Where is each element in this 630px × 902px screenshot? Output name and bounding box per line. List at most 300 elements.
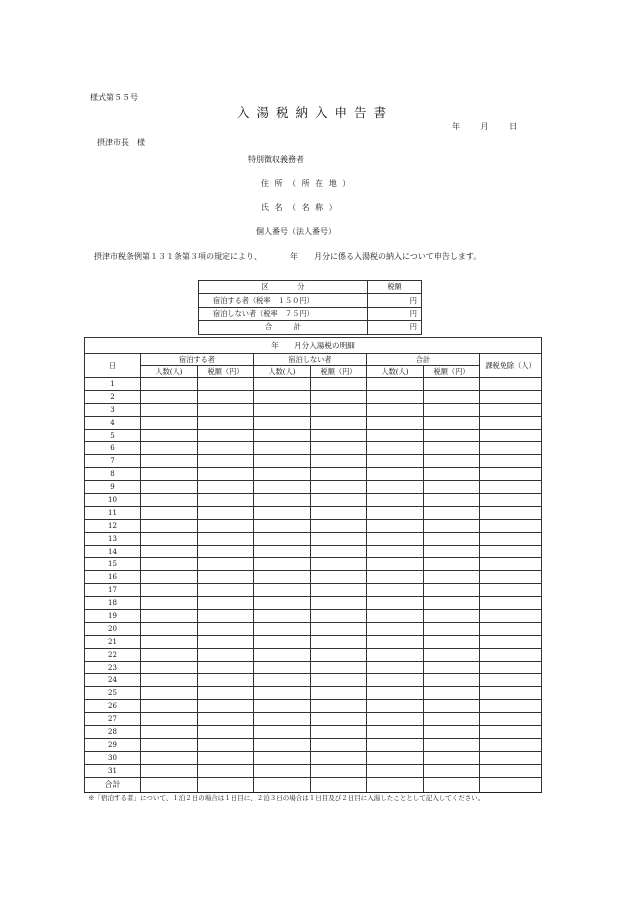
input-cell[interactable] bbox=[480, 558, 542, 571]
input-cell[interactable] bbox=[141, 687, 198, 700]
input-cell[interactable] bbox=[367, 687, 424, 700]
day-number: 26 bbox=[85, 700, 141, 713]
input-cell[interactable] bbox=[311, 429, 367, 442]
input-cell[interactable] bbox=[480, 597, 542, 610]
input-cell[interactable] bbox=[311, 764, 367, 777]
day-row bbox=[85, 442, 542, 455]
input-cell[interactable] bbox=[198, 468, 254, 481]
day-header: 日 bbox=[85, 354, 141, 378]
input-cell[interactable] bbox=[254, 506, 311, 519]
input-cell[interactable] bbox=[254, 532, 311, 545]
day-number: 30 bbox=[85, 751, 141, 764]
input-cell[interactable] bbox=[141, 674, 198, 687]
input-cell[interactable] bbox=[367, 571, 424, 584]
input-cell[interactable] bbox=[198, 738, 254, 751]
input-cell[interactable] bbox=[198, 622, 254, 635]
input-cell[interactable] bbox=[424, 558, 480, 571]
input-cell[interactable] bbox=[311, 751, 367, 764]
input-cell[interactable] bbox=[141, 777, 198, 792]
input-cell[interactable] bbox=[254, 738, 311, 751]
input-cell[interactable] bbox=[254, 378, 311, 391]
sub-header-tax: 税額（円） bbox=[424, 366, 480, 378]
input-cell[interactable] bbox=[480, 674, 542, 687]
input-cell[interactable] bbox=[254, 777, 311, 792]
input-cell[interactable] bbox=[424, 738, 480, 751]
input-cell[interactable] bbox=[141, 764, 198, 777]
input-cell[interactable] bbox=[141, 661, 198, 674]
day-number: 8 bbox=[85, 468, 141, 481]
input-cell[interactable] bbox=[424, 584, 480, 597]
input-cell[interactable] bbox=[480, 635, 542, 648]
input-cell[interactable] bbox=[254, 622, 311, 635]
day-number: 6 bbox=[85, 442, 141, 455]
input-cell[interactable] bbox=[311, 571, 367, 584]
input-cell[interactable] bbox=[367, 455, 424, 468]
day-number: 29 bbox=[85, 738, 141, 751]
input-cell[interactable] bbox=[311, 687, 367, 700]
input-cell[interactable] bbox=[254, 558, 311, 571]
detail-total-row bbox=[85, 777, 542, 792]
input-cell[interactable] bbox=[480, 726, 542, 739]
input-cell[interactable] bbox=[311, 390, 367, 403]
input-cell[interactable] bbox=[254, 455, 311, 468]
input-cell[interactable] bbox=[254, 545, 311, 558]
input-cell[interactable] bbox=[480, 481, 542, 494]
input-cell[interactable] bbox=[367, 648, 424, 661]
input-cell[interactable] bbox=[480, 519, 542, 532]
input-cell[interactable] bbox=[367, 622, 424, 635]
input-cell[interactable] bbox=[254, 442, 311, 455]
day-row bbox=[85, 403, 542, 416]
input-cell[interactable] bbox=[424, 468, 480, 481]
input-cell[interactable] bbox=[424, 622, 480, 635]
day-number: 27 bbox=[85, 713, 141, 726]
input-cell[interactable] bbox=[424, 481, 480, 494]
input-cell[interactable] bbox=[141, 545, 198, 558]
input-cell[interactable] bbox=[198, 506, 254, 519]
day-row bbox=[85, 468, 542, 481]
input-cell[interactable] bbox=[254, 764, 311, 777]
input-cell[interactable] bbox=[141, 738, 198, 751]
day-number: 12 bbox=[85, 519, 141, 532]
input-cell[interactable] bbox=[198, 751, 254, 764]
input-cell[interactable] bbox=[424, 519, 480, 532]
detail-header-row bbox=[85, 354, 542, 366]
input-cell[interactable] bbox=[367, 610, 424, 623]
input-cell[interactable] bbox=[311, 700, 367, 713]
group-header-day-visitor: 宿泊しない者 bbox=[254, 354, 367, 366]
input-cell[interactable] bbox=[311, 455, 367, 468]
input-cell[interactable] bbox=[367, 494, 424, 507]
input-cell[interactable] bbox=[424, 429, 480, 442]
input-cell[interactable] bbox=[198, 571, 254, 584]
group-header-total: 合計 bbox=[367, 354, 480, 366]
day-row bbox=[85, 635, 542, 648]
input-cell[interactable] bbox=[424, 674, 480, 687]
input-cell[interactable] bbox=[367, 558, 424, 571]
summary-tax-cell[interactable]: 円 bbox=[368, 294, 422, 307]
input-cell[interactable] bbox=[254, 610, 311, 623]
day-number: 25 bbox=[85, 687, 141, 700]
input-cell[interactable] bbox=[367, 481, 424, 494]
input-cell[interactable] bbox=[141, 635, 198, 648]
input-cell[interactable] bbox=[480, 571, 542, 584]
input-cell[interactable] bbox=[424, 506, 480, 519]
input-cell[interactable] bbox=[141, 455, 198, 468]
day-row bbox=[85, 674, 542, 687]
input-cell[interactable] bbox=[367, 738, 424, 751]
day-row bbox=[85, 545, 542, 558]
input-cell[interactable] bbox=[254, 571, 311, 584]
input-cell[interactable] bbox=[198, 674, 254, 687]
day-number: 22 bbox=[85, 648, 141, 661]
input-cell[interactable] bbox=[141, 390, 198, 403]
input-cell[interactable] bbox=[424, 532, 480, 545]
day-row bbox=[85, 751, 542, 764]
input-cell[interactable] bbox=[367, 468, 424, 481]
input-cell[interactable] bbox=[141, 403, 198, 416]
input-cell[interactable] bbox=[480, 545, 542, 558]
input-cell[interactable] bbox=[198, 610, 254, 623]
input-cell[interactable] bbox=[311, 532, 367, 545]
input-cell[interactable] bbox=[141, 597, 198, 610]
input-cell[interactable] bbox=[141, 506, 198, 519]
day-number: 11 bbox=[85, 506, 141, 519]
input-cell[interactable] bbox=[480, 429, 542, 442]
day-row bbox=[85, 494, 542, 507]
input-cell[interactable] bbox=[480, 584, 542, 597]
input-cell[interactable] bbox=[254, 597, 311, 610]
input-cell[interactable] bbox=[254, 713, 311, 726]
input-cell[interactable] bbox=[254, 519, 311, 532]
summary-tax-cell[interactable]: 円 bbox=[368, 321, 422, 334]
input-cell[interactable] bbox=[198, 403, 254, 416]
sub-header-people: 人数(人) bbox=[367, 366, 424, 378]
summary-tax-cell[interactable]: 円 bbox=[368, 307, 422, 320]
input-cell[interactable] bbox=[480, 532, 542, 545]
input-cell[interactable] bbox=[254, 403, 311, 416]
input-cell[interactable] bbox=[198, 661, 254, 674]
summary-header-tax: 税額 bbox=[368, 281, 422, 294]
input-cell[interactable] bbox=[424, 700, 480, 713]
day-number: 1 bbox=[85, 378, 141, 391]
input-cell[interactable] bbox=[198, 378, 254, 391]
input-cell[interactable] bbox=[367, 390, 424, 403]
input-cell[interactable] bbox=[367, 700, 424, 713]
summary-label: 合 計 bbox=[199, 321, 368, 334]
input-cell[interactable] bbox=[367, 532, 424, 545]
input-cell[interactable] bbox=[311, 519, 367, 532]
input-cell[interactable] bbox=[480, 468, 542, 481]
input-cell[interactable] bbox=[198, 416, 254, 429]
input-cell[interactable] bbox=[480, 610, 542, 623]
input-cell[interactable] bbox=[254, 687, 311, 700]
input-cell[interactable] bbox=[424, 661, 480, 674]
day-row bbox=[85, 584, 542, 597]
input-cell[interactable] bbox=[311, 584, 367, 597]
input-cell[interactable] bbox=[367, 545, 424, 558]
input-cell[interactable] bbox=[480, 622, 542, 635]
input-cell[interactable] bbox=[367, 378, 424, 391]
input-cell[interactable] bbox=[367, 403, 424, 416]
day-number: 19 bbox=[85, 610, 141, 623]
input-cell[interactable] bbox=[141, 442, 198, 455]
input-cell[interactable] bbox=[198, 532, 254, 545]
day-number: 10 bbox=[85, 494, 141, 507]
input-cell[interactable] bbox=[367, 635, 424, 648]
input-cell[interactable] bbox=[367, 442, 424, 455]
input-cell[interactable] bbox=[198, 494, 254, 507]
input-cell[interactable] bbox=[311, 442, 367, 455]
input-cell[interactable] bbox=[480, 777, 542, 792]
input-cell[interactable] bbox=[198, 519, 254, 532]
input-cell[interactable] bbox=[311, 661, 367, 674]
day-row bbox=[85, 532, 542, 545]
input-cell[interactable] bbox=[424, 545, 480, 558]
day-number: 21 bbox=[85, 635, 141, 648]
input-cell[interactable] bbox=[141, 532, 198, 545]
input-cell[interactable] bbox=[367, 597, 424, 610]
input-cell[interactable] bbox=[367, 429, 424, 442]
input-cell[interactable] bbox=[480, 455, 542, 468]
input-cell[interactable] bbox=[311, 481, 367, 494]
input-cell[interactable] bbox=[198, 545, 254, 558]
input-cell[interactable] bbox=[311, 777, 367, 792]
day-row bbox=[85, 519, 542, 532]
input-cell[interactable] bbox=[141, 378, 198, 391]
exempt-header: 課税免除（人） bbox=[480, 354, 542, 378]
input-cell[interactable] bbox=[311, 416, 367, 429]
input-cell[interactable] bbox=[198, 648, 254, 661]
day-number: 16 bbox=[85, 571, 141, 584]
input-cell[interactable] bbox=[367, 713, 424, 726]
input-cell[interactable] bbox=[198, 764, 254, 777]
input-cell[interactable] bbox=[198, 558, 254, 571]
day-number: 2 bbox=[85, 390, 141, 403]
input-cell[interactable] bbox=[311, 726, 367, 739]
input-cell[interactable] bbox=[141, 429, 198, 442]
input-cell[interactable] bbox=[424, 494, 480, 507]
address-label: 住 所 （ 所 在 地 ） bbox=[261, 179, 352, 188]
summary-row-staying bbox=[199, 294, 422, 307]
input-cell[interactable] bbox=[254, 468, 311, 481]
input-cell[interactable] bbox=[367, 519, 424, 532]
input-cell[interactable] bbox=[424, 597, 480, 610]
input-cell[interactable] bbox=[424, 635, 480, 648]
input-cell[interactable] bbox=[311, 506, 367, 519]
day-row bbox=[85, 726, 542, 739]
day-row bbox=[85, 738, 542, 751]
day-row bbox=[85, 481, 542, 494]
input-cell[interactable] bbox=[480, 442, 542, 455]
input-cell[interactable] bbox=[480, 506, 542, 519]
sub-header-tax: 税額（円） bbox=[311, 366, 367, 378]
input-cell[interactable] bbox=[198, 481, 254, 494]
input-cell[interactable] bbox=[141, 519, 198, 532]
input-cell[interactable] bbox=[424, 726, 480, 739]
input-cell[interactable] bbox=[480, 378, 542, 391]
declaration-text: 摂津市税条例第１３１条第３項の規定により、 年 月分に係る入湯税の納入について申告します。 bbox=[86, 252, 482, 261]
day-row bbox=[85, 661, 542, 674]
input-cell[interactable] bbox=[198, 687, 254, 700]
input-cell[interactable] bbox=[480, 700, 542, 713]
input-cell[interactable] bbox=[424, 713, 480, 726]
input-cell[interactable] bbox=[254, 416, 311, 429]
input-cell[interactable] bbox=[254, 648, 311, 661]
input-cell[interactable] bbox=[311, 635, 367, 648]
day-row bbox=[85, 597, 542, 610]
day-row bbox=[85, 610, 542, 623]
input-cell[interactable] bbox=[141, 584, 198, 597]
input-cell[interactable] bbox=[141, 610, 198, 623]
day-row bbox=[85, 713, 542, 726]
summary-row-total bbox=[199, 321, 422, 334]
input-cell[interactable] bbox=[424, 571, 480, 584]
input-cell[interactable] bbox=[424, 764, 480, 777]
input-cell[interactable] bbox=[424, 751, 480, 764]
input-cell[interactable] bbox=[367, 661, 424, 674]
day-row bbox=[85, 558, 542, 571]
input-cell[interactable] bbox=[311, 738, 367, 751]
total-label: 合計 bbox=[85, 777, 141, 792]
input-cell[interactable] bbox=[480, 738, 542, 751]
input-cell[interactable] bbox=[254, 584, 311, 597]
input-cell[interactable] bbox=[311, 610, 367, 623]
input-cell[interactable] bbox=[311, 597, 367, 610]
day-number: 28 bbox=[85, 726, 141, 739]
input-cell[interactable] bbox=[141, 494, 198, 507]
input-cell[interactable] bbox=[424, 442, 480, 455]
input-cell[interactable] bbox=[480, 403, 542, 416]
input-cell[interactable] bbox=[367, 777, 424, 792]
input-cell[interactable] bbox=[198, 455, 254, 468]
input-cell[interactable] bbox=[424, 416, 480, 429]
input-cell[interactable] bbox=[198, 584, 254, 597]
input-cell[interactable] bbox=[367, 674, 424, 687]
input-cell[interactable] bbox=[141, 558, 198, 571]
input-cell[interactable] bbox=[198, 700, 254, 713]
detail-caption: 年 月分入湯税の明細 bbox=[85, 338, 542, 354]
input-cell[interactable] bbox=[254, 726, 311, 739]
input-cell[interactable] bbox=[198, 442, 254, 455]
input-cell[interactable] bbox=[367, 506, 424, 519]
day-row bbox=[85, 455, 542, 468]
input-cell[interactable] bbox=[480, 661, 542, 674]
input-cell[interactable] bbox=[367, 416, 424, 429]
day-row bbox=[85, 429, 542, 442]
input-cell[interactable] bbox=[480, 751, 542, 764]
input-cell[interactable] bbox=[311, 713, 367, 726]
input-cell[interactable] bbox=[480, 648, 542, 661]
input-cell[interactable] bbox=[254, 700, 311, 713]
input-cell[interactable] bbox=[480, 416, 542, 429]
day-row bbox=[85, 622, 542, 635]
input-cell[interactable] bbox=[141, 726, 198, 739]
sub-header-people: 人数(人) bbox=[254, 366, 311, 378]
input-cell[interactable] bbox=[254, 481, 311, 494]
input-cell[interactable] bbox=[254, 751, 311, 764]
day-number: 24 bbox=[85, 674, 141, 687]
input-cell[interactable] bbox=[424, 687, 480, 700]
input-cell[interactable] bbox=[198, 713, 254, 726]
input-cell[interactable] bbox=[254, 674, 311, 687]
input-cell[interactable] bbox=[141, 713, 198, 726]
input-cell[interactable] bbox=[198, 777, 254, 792]
input-cell[interactable] bbox=[141, 481, 198, 494]
input-cell[interactable] bbox=[480, 764, 542, 777]
input-cell[interactable] bbox=[311, 648, 367, 661]
input-cell[interactable] bbox=[311, 378, 367, 391]
input-cell[interactable] bbox=[424, 648, 480, 661]
input-cell[interactable] bbox=[198, 390, 254, 403]
input-cell[interactable] bbox=[480, 494, 542, 507]
form-number: 様式第５５号 bbox=[90, 93, 138, 102]
sub-header-tax: 税額（円） bbox=[198, 366, 254, 378]
input-cell[interactable] bbox=[424, 390, 480, 403]
input-cell[interactable] bbox=[424, 455, 480, 468]
day-number: 5 bbox=[85, 429, 141, 442]
input-cell[interactable] bbox=[424, 403, 480, 416]
day-number: 13 bbox=[85, 532, 141, 545]
input-cell[interactable] bbox=[254, 635, 311, 648]
detail-subheader-row bbox=[85, 366, 542, 378]
input-cell[interactable] bbox=[198, 635, 254, 648]
input-cell[interactable] bbox=[254, 494, 311, 507]
input-cell[interactable] bbox=[141, 700, 198, 713]
input-cell[interactable] bbox=[480, 713, 542, 726]
day-row bbox=[85, 416, 542, 429]
input-cell[interactable] bbox=[198, 597, 254, 610]
summary-header-row bbox=[199, 281, 422, 294]
input-cell[interactable] bbox=[367, 584, 424, 597]
input-cell[interactable] bbox=[254, 661, 311, 674]
input-cell[interactable] bbox=[480, 390, 542, 403]
input-cell[interactable] bbox=[141, 648, 198, 661]
input-cell[interactable] bbox=[311, 558, 367, 571]
summary-row-day-visitor bbox=[199, 307, 422, 320]
input-cell[interactable] bbox=[311, 468, 367, 481]
input-cell[interactable] bbox=[424, 777, 480, 792]
input-cell[interactable] bbox=[254, 390, 311, 403]
input-cell[interactable] bbox=[367, 764, 424, 777]
summary-table bbox=[198, 280, 422, 335]
input-cell[interactable] bbox=[141, 622, 198, 635]
input-cell[interactable] bbox=[311, 494, 367, 507]
input-cell[interactable] bbox=[254, 429, 311, 442]
day-number: 20 bbox=[85, 622, 141, 635]
input-cell[interactable] bbox=[141, 468, 198, 481]
day-row bbox=[85, 764, 542, 777]
input-cell[interactable] bbox=[198, 429, 254, 442]
day-number: 15 bbox=[85, 558, 141, 571]
input-cell[interactable] bbox=[311, 545, 367, 558]
input-cell[interactable] bbox=[367, 751, 424, 764]
input-cell[interactable] bbox=[424, 378, 480, 391]
input-cell[interactable] bbox=[311, 622, 367, 635]
input-cell[interactable] bbox=[480, 687, 542, 700]
day-number: 14 bbox=[85, 545, 141, 558]
day-number: 4 bbox=[85, 416, 141, 429]
input-cell[interactable] bbox=[141, 571, 198, 584]
input-cell[interactable] bbox=[198, 726, 254, 739]
input-cell[interactable] bbox=[311, 674, 367, 687]
input-cell[interactable] bbox=[367, 726, 424, 739]
input-cell[interactable] bbox=[311, 403, 367, 416]
summary-label: 宿泊しない者（税率 ７５円） bbox=[199, 307, 368, 320]
input-cell[interactable] bbox=[141, 751, 198, 764]
input-cell[interactable] bbox=[141, 416, 198, 429]
input-cell[interactable] bbox=[424, 610, 480, 623]
